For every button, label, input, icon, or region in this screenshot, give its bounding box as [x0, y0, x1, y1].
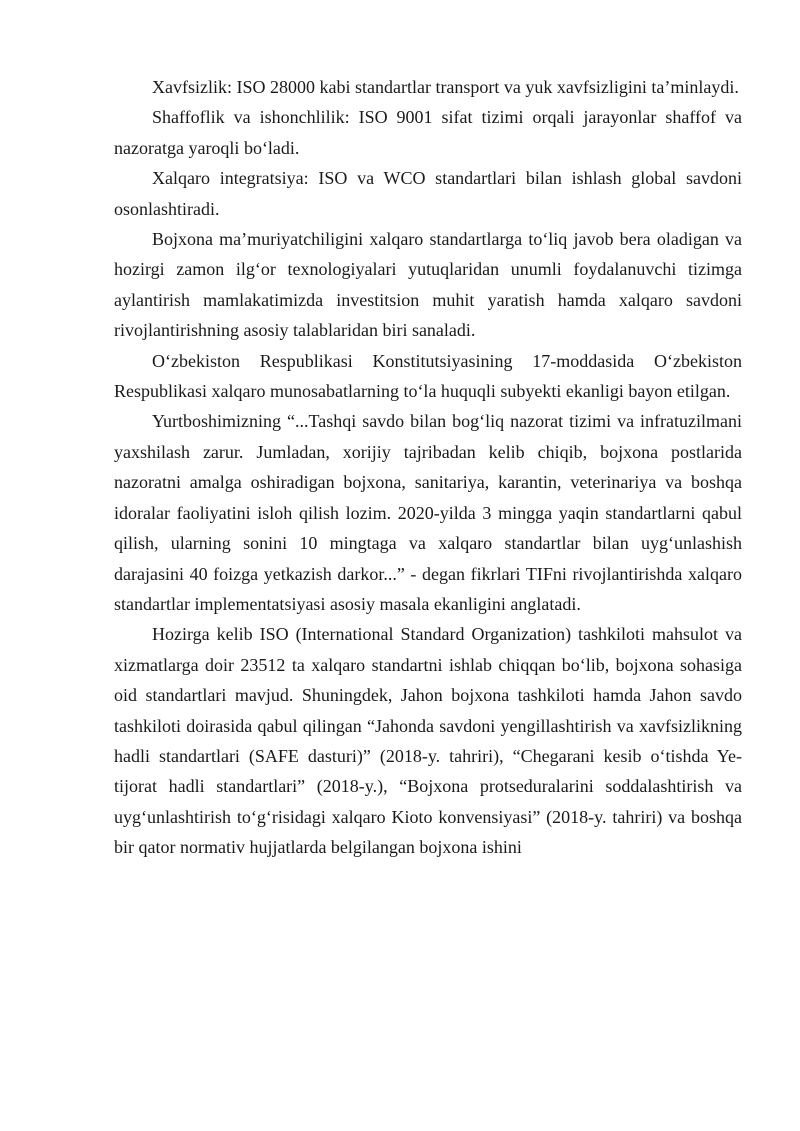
paragraph-transparency: Shaffoflik va ishonchlilik: ISO 9001 sifat tizimi orqali jarayonlar shaffof va nazoratga yaroqli bo‘ladi. [114, 107, 742, 158]
paragraph-security: Xavfsizlik: ISO 28000 kabi standartlar transport va yuk xavfsizligini ta’minlaydi. [152, 77, 739, 97]
paragraph-constitution: O‘zbekiston Respublikasi Konstitutsiyasining 17-moddasida O‘zbekiston Respublikasi xalqaro munosabatlarning to‘la huquqli subyekti ekanligi bayon etilgan. [114, 350, 742, 402]
paragraph-customs-administration: Bojxona ma’muriyatchiligini xalqaro standartlarga to‘liq javob bera oladigan va hozirgi zamon ilg‘or texnologiyalari yutuqlaridan unumli foydalanuvchi tizimga aylantirish mamlakatimizda investitsion muhit yaratish hamda xalqaro savdoni rivojlantirishning asosiy talablaridan biri sanaladi. [114, 229, 742, 341]
paragraph-integration: Xalqaro integratsiya: ISO va WCO standartlari bilan ishlash global savdoni osonlashtiradi. [114, 168, 742, 219]
document-page [114, 72, 742, 863]
paragraph-president-quote: Yurtboshimizning “...Tashqi savdo bilan bog‘liq nazorat tizimi va infratuzilmani yaxshilash zarur. Jumladan, xorijiy tajribadan kelib chiqib, bojxona postlarida nazoratni amalga oshiradigan bojxona, sanitariya, karantin, veterinariya va boshqa idoralar faoliyatini isloh qilish lozim. 2020-yilda 3 mingga yaqin standartlarni qabul qilish, ularning sonini 10 mingtaga va xalqaro standartlar bilan uyg‘unlashish darajasini 40 foizga yetkazish darkor...” - degan fikrlari TIFni rivojlantirishda xalqaro standartlar implementatsiyasi asosiy masala ekanligini anglatadi. [114, 411, 742, 614]
paragraph-iso-standards: Hozirga kelib ISO (International Standard Organization) tashkiloti mahsulot va xizmatlarga doir 23512 ta xalqaro standartni ishlab chiqqan bo‘lib, bojxona sohasiga oid standartlari mavjud. Shuningdek, Jahon bojxona tashkiloti hamda Jahon savdo tashkiloti doirasida qabul qilingan “Jahonda savdoni yengillashtirish va xavfsizlikning hadli standartlari (SAFE dasturi)” (2018-y. tahriri), “Chegarani kesib o‘tishda Ye-tijorat hadli standartlari” (2018-y.), “Bojxona protseduralarini soddalashtirish va uyg‘unlashtirish to‘g‘risidagi xalqaro Kioto konvensiyasi” (2018-y. tahriri) va boshqa bir qator normativ hujjatlarda belgilangan bojxona ishini [114, 624, 742, 858]
